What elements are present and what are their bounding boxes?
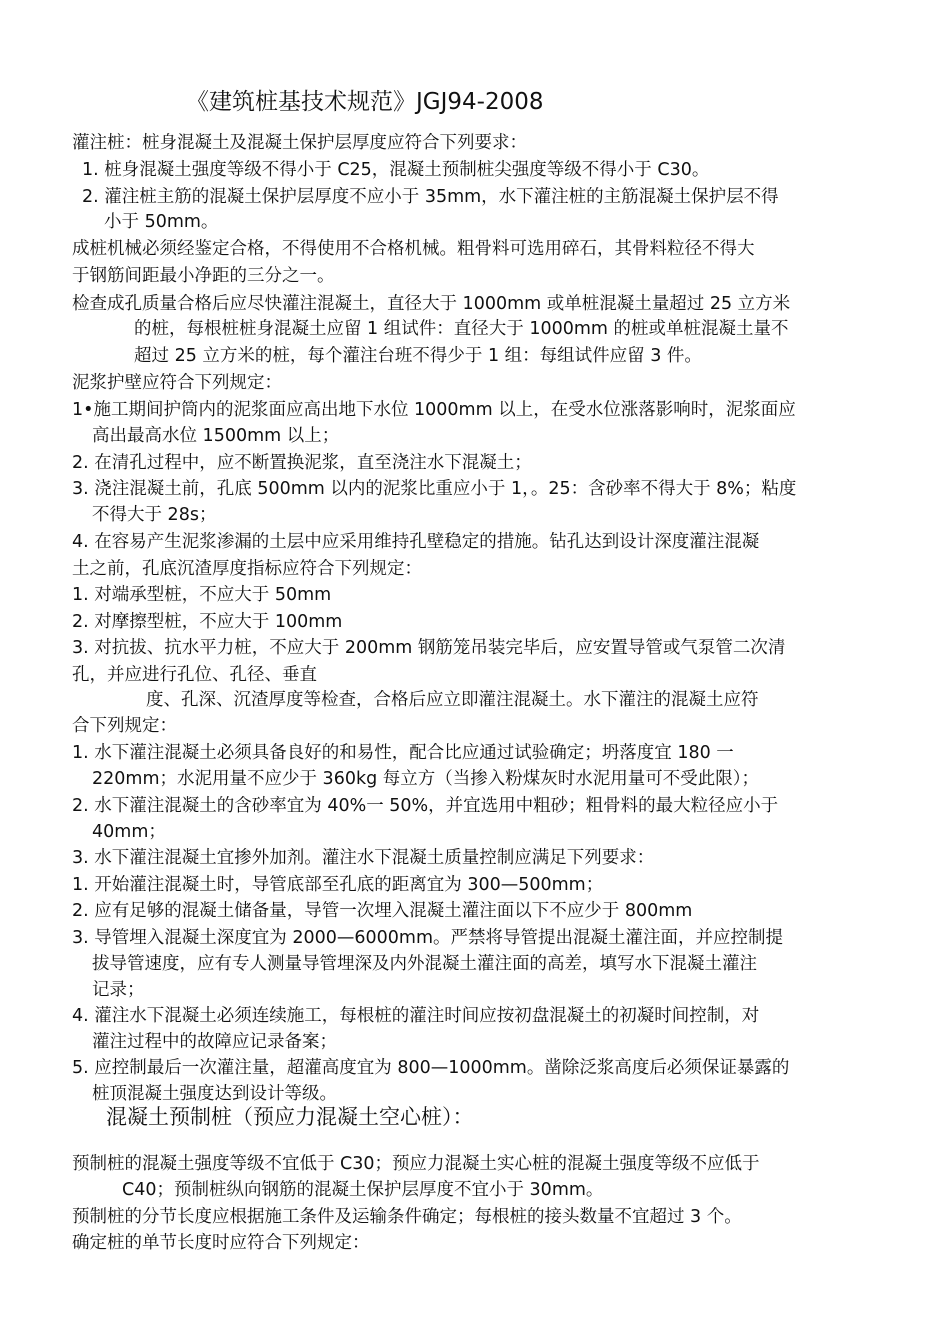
text-line: 5. 应控制最后一次灌注量，超灌高度宜为 800—1000mm。凿除泛浆高度后必须保证暴露的 <box>72 1058 790 1078</box>
text-line: C40；预制桩纵向钢筋的混凝土保护层厚度不宜小于 30mm。 <box>122 1180 604 1200</box>
text-line: 40mm； <box>92 822 166 842</box>
text-line: 2. 对摩擦型桩，不应大于 100mm <box>72 612 343 632</box>
text-line: 4. 灌注水下混凝土必须连续施工，每根桩的灌注时间应按初盘混凝土的初凝时间控制，对 <box>72 1006 760 1026</box>
text-line: 预制桩的混凝土强度等级不宜低于 C30；预应力混凝土实心桩的混凝土强度等级不应低于 <box>72 1154 760 1174</box>
text-line: 确定桩的单节长度时应符合下列规定： <box>72 1233 370 1253</box>
text-line: 小于 50mm。 <box>104 212 219 232</box>
text-line: 2. 在清孔过程中，应不断置换泥浆，直至浇注水下混凝土； <box>72 453 532 473</box>
text-line: 1•施工期间护筒内的泥浆面应高出地下水位 1000mm 以上，在受水位涨落影响时，泥浆面应 <box>72 400 796 420</box>
text-line: 于钢筋间距最小净距的三分之一。 <box>72 266 335 286</box>
text-line: 土之前，孔底沉渣厚度指标应符合下列规定： <box>72 559 422 579</box>
text-line: 灌注过程中的故障应记录备案； <box>92 1032 337 1052</box>
text-line: 孔，并应进行孔位、孔径、垂直 <box>72 665 317 685</box>
text-line: 3. 水下灌注混凝土宜掺外加剂。灌注水下混凝土质量控制应满足下列要求： <box>72 848 655 868</box>
text-line: 高出最高水位 1500mm 以上； <box>92 426 340 446</box>
text-line: 超过 25 立方米的桩，每个灌注台班不得少于 1 组：每组试件应留 3 件。 <box>134 346 702 366</box>
text-line: 1. 对端承型桩，不应大于 50mm <box>72 585 332 605</box>
text-line: 灌注桩：桩身混凝土及混凝土保护层厚度应符合下列要求： <box>72 133 527 153</box>
text-line: 记录； <box>92 980 145 1000</box>
text-line: 220mm；水泥用量不应少于 360kg 每立方（当掺入粉煤灰时水泥用量可不受此限）； <box>92 769 760 789</box>
text-line: 度、孔深、沉渣厚度等检查，合格后应立即灌注混凝土。水下灌注的混凝土应符 <box>146 690 759 710</box>
document-title: 《建筑桩基技术规范》JGJ94-2008 <box>186 89 544 115</box>
section-heading: 混凝土预制桩（预应力混凝土空心桩）： <box>106 1105 474 1129</box>
text-line: 检查成孔质量合格后应尽快灌注混凝土，直径大于 1000mm 或单桩混凝土量超过 25 立方米 <box>72 294 791 314</box>
text-line: 拔导管速度，应有专人测量导管埋深及内外混凝土灌注面的高差，填写水下混凝土灌注 <box>92 954 757 974</box>
text-line: 合下列规定： <box>72 716 177 736</box>
text-line: 3. 浇注混凝土前，孔底 500mm 以内的泥浆比重应小于 1，。25：含砂率不得大于 8%；粘度 <box>72 479 797 499</box>
text-line: 预制桩的分节长度应根据施工条件及运输条件确定；每根桩的接头数量不宜超过 3 个。 <box>72 1207 742 1227</box>
text-line: 泥浆护壁应符合下列规定： <box>72 373 282 393</box>
text-line: 2. 应有足够的混凝土储备量，导管一次埋入混凝土灌注面以下不应少于 800mm <box>72 901 693 921</box>
text-line: 3. 导管埋入混凝土深度宜为 2000—6000mm。严禁将导管提出混凝土灌注面，并应控制提 <box>72 928 783 948</box>
text-line: 1. 桩身混凝土强度等级不得小于 C25，混凝土预制桩尖强度等级不得小于 C30。 <box>82 160 710 180</box>
text-line: 成桩机械必须经鉴定合格，不得使用不合格机械。粗骨料可选用碎石，其骨料粒径不得大 <box>72 239 755 259</box>
text-line: 2. 灌注桩主筋的混凝土保护层厚度不应小于 35mm，水下灌注桩的主筋混凝土保护层不得 <box>82 187 779 207</box>
text-line: 1. 水下灌注混凝土必须具备良好的和易性，配合比应通过试验确定；坍落度宜 180 一 <box>72 743 734 763</box>
text-line: 桩顶混凝土强度达到设计等级。 <box>92 1084 337 1104</box>
text-line: 1. 开始灌注混凝土时，导管底部至孔底的距离宜为 300—500mm； <box>72 875 604 895</box>
text-line: 3. 对抗拔、抗水平力桩，不应大于 200mm 钢筋笼吊装完毕后，应安置导管或气泵管二次清 <box>72 638 786 658</box>
text-line: 的桩，每根桩桩身混凝土应留 1 组试件：直径大于 1000mm 的桩或单桩混凝土量不 <box>134 319 789 339</box>
text-line: 不得大于 28s； <box>92 505 217 525</box>
text-line: 4. 在容易产生泥浆渗漏的土层中应采用维持孔壁稳定的措施。钻孔达到设计深度灌注混凝 <box>72 532 760 552</box>
text-line: 2. 水下灌注混凝土的含砂率宜为 40%一 50%，并宜选用中粗砂；粗骨料的最大粒径应小于 <box>72 796 779 816</box>
